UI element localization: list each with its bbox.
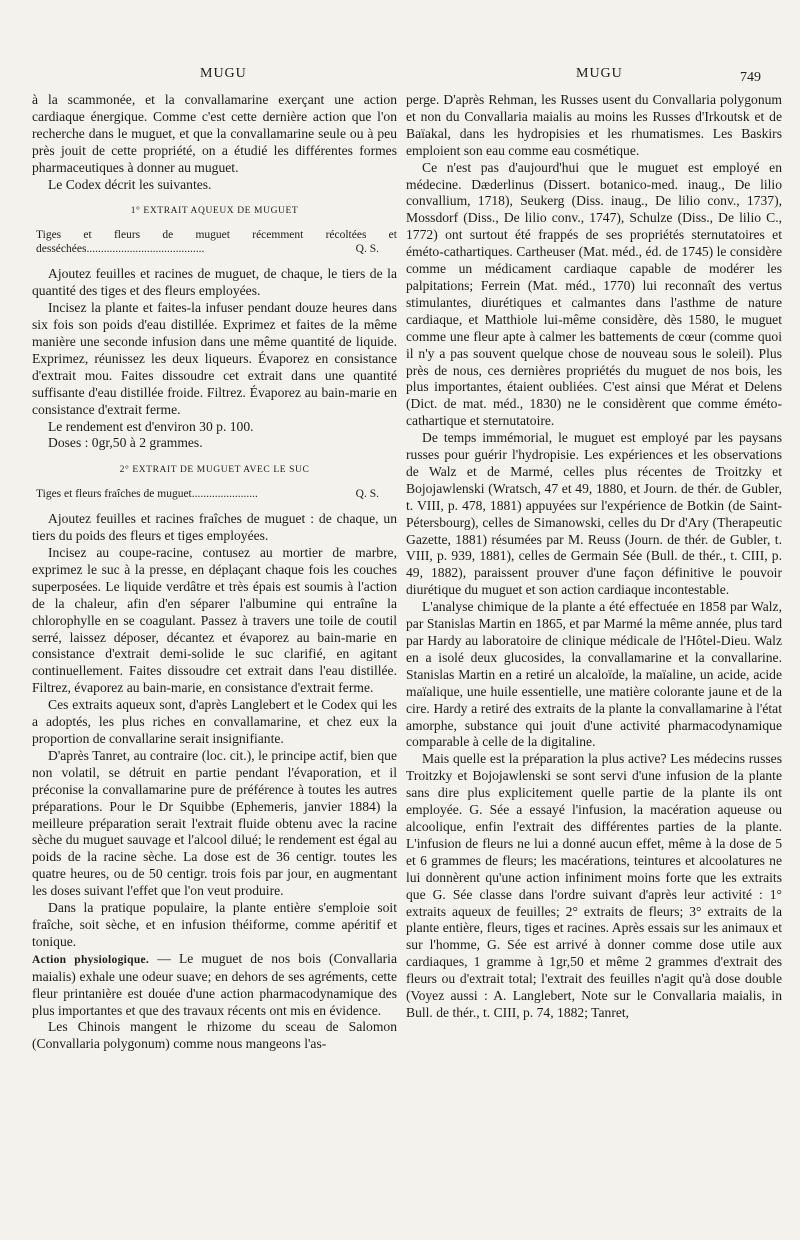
paragraph: Mais quelle est la préparation la plus active? Les médecins russes Troitzky et Bojojawlenski se sont servi d'une infusion de la plante sans dire plus explicitement quelle partie de la plante ils ont employée. G. Sée a essayé l'infusion, la macération aqueuse ou alcoolique, enfin l'extrait des différentes parties de la plante. L'infusion de fleurs ne lui a donné aucun effet, même à la dose de 5 et 6 grammes de fleurs; les macérations, teintures et alcoolatures ne lui donnèrent qu'une action infiniment moins forte que les extraits que G. Sée classe dans l'ordre suivant d'après leur activité : 1° extraits aqueux de feuilles; 2° extraits de fleurs; 3° extraits de la plante entière, fleurs, tiges et racines. Après essais sur les animaux et sur l'homme, G. Sée est arrivé à donner comme dose utile aux cardiaques, 1 gramme à 1gr,50 et même 2 grammes d'extrait des fleurs ou d'extrait total; l'extrait des feuilles n'agit qu'à dose double (Voyez aussi : A. Langlebert, Note sur le Convallaria maialis, in Bull. de thér., t. CIII, p. 74, 1882; Tanret,	[406, 751, 782, 1020]
recipe-line	[32, 228, 397, 256]
paragraph	[32, 951, 397, 1020]
right-column	[406, 92, 782, 1022]
paragraph: D'après Tanret, au contraire (loc. cit.), le principe actif, bien que non volatil, se détruit en partie pendant l'évaporation, et il préconise la convallamarine pure de préférence à toutes les autres préparations. Pour le Dr Squibbe (Ephemeris, janvier 1884) la meilleure préparation serait l'extrait fluide obtenu avec la racine sèche du muguet sauvage et l'alcool dilué; le rendement est égal au poids de la racine sèche. La dose est de 36 centigr. toutes les quatre heures, ou de 50 centigr. trois fois par jour, en augmentant les doses suivant l'effet que l'on veut produire.	[32, 747, 397, 899]
recipe-heading: 1° EXTRAIT AQUEUX DE MUGUET	[130, 206, 299, 217]
paragraph: Ce n'est pas d'aujourd'hui que le muguet est employé en médecine. Dæderlinus (Dissert. botanico-med. inaug., De lilio convallium, 1718), Seukerg (Diss. inaug., De lilio conv., 1737), Mossdorf (Diss., De lilio conv., 1747), Schulze (Diss., De lilio C., 1772) ont surtout été frappés de ses propriétés sternutatoires et éméto-cathartiques. Cartheuser (Mat. méd., éd. de 1745) le considère comme un médicament cardiaque capable de modérer les palpitations; Ferrein (Mat. méd., 1770) lui reconnaît des vertus stimulantes, diurétiques et calmantes dans l'asthme de nature cardiaque, et Matthiole lui-même considère, dès 1580, le muguet comme une fleur apte à calmer les battements de cœur (comme quoi il n'y a pas souvent quelque chose de nouveau sous le soleil). Plus près de nous, ces dernières propriétés du muguet de nos bois, les plus importantes, étaient oubliées. C'est ainsi que Mérat et Delens (Dict. de mat. méd., 1830) ne le considèrent que comme éméto-cathartique et sternutatoire.	[406, 159, 782, 429]
paragraph: Incisez la plante et faites-la infuser pendant douze heures dans six fois son poids d'eau distillée. Exprimez et faites de la même manière une seconde infusion dans une même quantité de liquide. Exprimez, réunissez les deux liqueurs. Évaporez en consistance d'extrait mou. Faites dissoudre cet extrait dans une quantité suffisante d'eau distillée froide. Filtrez. Évaporez au bain-marie en consistance d'extrait ferme.	[32, 300, 397, 417]
page-number: 749	[740, 70, 761, 85]
running-head-left: MUGU	[200, 66, 247, 81]
section-label: Action physiologique.	[32, 953, 150, 966]
paragraph: Doses : 0gr,50 à 2 grammes.	[48, 435, 203, 451]
recipe-quantity: Q. S.	[355, 488, 379, 501]
paragraph: Dans la pratique populaire, la plante entière s'emploie soit fraîche, soit sèche, et en infusion théiforme, comme apéritif et tonique.	[32, 900, 397, 949]
paragraph: Le rendement est d'environ 30 p. 100.	[48, 418, 254, 434]
paragraph: Ajoutez feuilles et racines fraîches de muguet : de chaque, un tiers du poids des fleurs et tiges employées.	[32, 511, 397, 544]
recipe-quantity: Q. S.	[355, 243, 379, 256]
paragraph: Les Chinois mangent le rhizome du sceau de Salomon (Convallaria polygonum) comme nous mangeons l'as-	[32, 1019, 397, 1052]
paragraph: perge. D'après Rehman, les Russes usent du Convallaria polygonum et non du Convallaria maialis au moins les Russes d'Irkoutsk et de Baïakal, dans les hydropisies et les rhumatismes. Les Baskirs emploient son eau comme eau cosmétique.	[406, 92, 782, 158]
running-head-right: MUGU	[576, 66, 623, 81]
paragraph: De temps immémorial, le muguet est employé par les paysans russes pour guérir l'hydropisie. Les expériences et les observations de Walz et de Marmé, celles plus récentes de Troitzky et Bojojawlenski (Wratsch, 47 et 49, 1880, et Journ. de thér. de Gubler, t. VIII, p. 478, 1881) appuyées sur l'expérience de Botkin (de Saint-Pétersbourg), celles de Simanowski, celles du Dr d'Ary (Therapeutic Gazette, 1881) résumées par M. Reuss (Journ. de thér. de Gubler, t. VIII, p. 939, 1881), celles de Germain Sée (Bull. de thér., t. CIII, p. 49, 1882), paraissent prouver d'une façon définitive le pouvoir diurétique du muguet et son action cardiaque incontestable.	[406, 430, 782, 598]
paragraph: à la scammonée, et la convallamarine exerçant une action cardiaque énergique. Comme c'est cette dernière action que l'on recherche dans le muguet, et que la convallamarine seule ou à peu près jouit de cette propriété, on a étudié les différentes formes pharmaceutiques à donner au muguet.	[32, 92, 397, 175]
recipe-ingredient: Tiges et fleurs de muguet récemment récoltées et desséchées.........................................	[36, 229, 397, 256]
paragraph: Ces extraits aqueux sont, d'après Langlebert et le Codex qui les a adoptés, les plus riches en convallamarine, et chez eux la proportion de convallarine serait insignifiante.	[32, 697, 397, 746]
recipe-line	[32, 487, 397, 501]
paragraph: Le Codex décrit les suivantes.	[48, 176, 212, 192]
paragraph: Ajoutez feuilles et racines de muguet, de chaque, le tiers de la quantité des tiges et des fleurs employées.	[32, 266, 397, 299]
left-column	[32, 92, 397, 1053]
paragraph: L'analyse chimique de la plante a été effectuée en 1858 par Walz, par Stanislas Martin en 1865, et par Marmé la même année, plus tard par Hardy au laboratoire de clinique médicale de l'Hôtel-Dieu. Walz en a isolé deux glucosides, la convallamarine et la convallarine. Stanislas Martin en a retiré un alcaloïde, la maïaline, un acide, acide maïalique, une huile essentielle, une matière colorante jaune et de la cire. Hardy a retiré des extraits de la plante la convallamarine à l'état amorphe, substance qui jouit d'une activité pharmacodynamique comparable à celle de la digitaline.	[406, 599, 782, 750]
paragraph: Incisez au coupe-racine, contusez au mortier de marbre, exprimez le suc à la presse, en déplaçant chaque fois les couches superposées. Le liquide verdâtre et très épais est soumis à l'action de la chaleur, afin d'en séparer l'albumine qui entraîne la chlorophylle en se coagulant. Passez à travers une toile de coutil serré, laissez déposer, décantez et évaporez au bain-marie en consistance d'extrait demi-solide le suc clarifié, en agitant continuellement. Faites dissoudre cet extrait dans l'eau distillée. Filtrez, évaporez au bain-marie, en consistance d'extrait ferme.	[32, 545, 397, 696]
recipe-ingredient: Tiges et fleurs fraîches de muguet.......................	[36, 488, 258, 501]
paragraph-text: — Le muguet de nos bois (Convallaria maialis) exhale une odeur suave; en dehors de ses agréments, cette fleur printanière est douée d'une action pharmacodynamique des plus importantes et que des travaux récents ont mis en évidence.	[32, 950, 397, 1018]
recipe-heading: 2° EXTRAIT DE MUGUET AVEC LE SUC	[119, 465, 310, 476]
